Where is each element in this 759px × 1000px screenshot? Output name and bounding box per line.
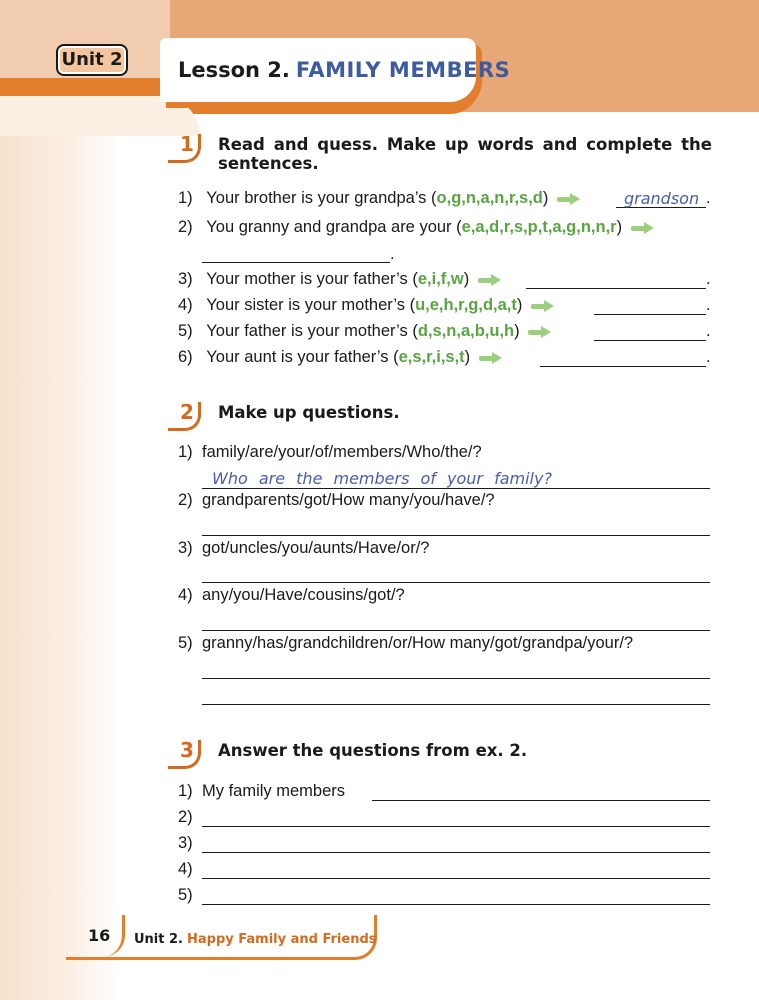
lesson-label: Lesson 2. — [178, 58, 290, 82]
exercise-1-title-line1: Read and quess. Make up words and complete the — [218, 135, 712, 154]
exercise-2-number: 2 — [172, 398, 202, 428]
period: . — [706, 296, 711, 314]
ex2-answer-5-line-a[interactable] — [202, 678, 710, 679]
footer-unit-label: Unit 2. — [134, 932, 183, 947]
ex1-answer-4-line[interactable] — [594, 314, 706, 315]
ex2-item-2 — [178, 491, 495, 510]
ex2-answer-5-line-b[interactable] — [202, 704, 710, 705]
ex3-answer-4-line[interactable] — [202, 878, 710, 879]
item-number: 2) — [178, 218, 193, 236]
ex3-answer-1-line[interactable] — [372, 800, 710, 801]
sentence-text: Your father is your mother’s — [206, 322, 408, 340]
item-number: 3) — [178, 834, 193, 852]
ex2-item-4 — [178, 586, 405, 605]
arrow-icon — [479, 353, 503, 363]
scrambled-letters: e,s,r,i,s,t — [398, 348, 465, 366]
sentence-text: You granny and grandpa are your — [206, 218, 452, 236]
ex2-answer-3-line[interactable] — [202, 582, 710, 583]
item-number: 5) — [178, 886, 193, 904]
ex2-answer-1: Who are the members of your family? — [212, 469, 552, 488]
ex1-item-6: 6) Your aunt is your father’s (e,s,r,i,s,t) — [178, 348, 507, 367]
word-prompt: any/you/Have/cousins/got/? — [202, 586, 405, 604]
sentence-text: Your mother is your father’s — [206, 270, 408, 288]
arrow-icon — [528, 327, 552, 337]
lesson-title — [178, 58, 510, 82]
period: . — [706, 270, 711, 288]
word-prompt: granny/has/grandchildren/or/How many/got/grandpa/your/? — [202, 634, 634, 652]
ex1-item-2: 2) You granny and grandpa are your (e,a,d,r,s,p,t,a,g,n,n,r) — [178, 218, 659, 237]
sentence-text: Your brother is your grandpa’s — [206, 189, 427, 207]
exercise-1-number: 1 — [172, 130, 202, 160]
sentence-text: Your aunt is your father’s — [206, 348, 389, 366]
item-number: 2) — [178, 808, 193, 826]
ex2-answer-1-line[interactable] — [202, 488, 710, 489]
item-number: 2) — [178, 491, 193, 509]
ex2-answer-2-line[interactable] — [202, 535, 710, 536]
arrow-icon — [531, 301, 555, 311]
scrambled-letters: d,s,n,a,b,u,h — [417, 322, 515, 340]
scrambled-letters: e,i,f,w — [417, 270, 464, 288]
item-number: 4) — [178, 860, 193, 878]
lesson-topic: FAMILY MEMBERS — [295, 58, 511, 82]
arrow-icon — [631, 223, 655, 233]
item-number: 4) — [178, 296, 193, 314]
sentence-start: My family members — [202, 782, 346, 800]
ex3-item-1 — [178, 782, 345, 801]
word-prompt: family/are/your/of/members/Who/the/? — [202, 443, 482, 461]
item-number: 1) — [178, 782, 193, 800]
exercise-3-title: Answer the questions from ex. 2. — [218, 741, 528, 760]
word-prompt: grandparents/got/How many/you/have/? — [202, 491, 495, 509]
item-number: 3) — [178, 270, 193, 288]
exercise-3-number: 3 — [172, 736, 202, 766]
period: . — [706, 322, 711, 340]
sentence-text: Your sister is your mother’s — [206, 296, 405, 314]
ex3-item-3 — [178, 834, 202, 853]
exercise-1-title-line2: sentences. — [218, 154, 319, 173]
page-curve — [0, 96, 200, 136]
ex2-answer-4-line[interactable] — [202, 630, 710, 631]
page-number: 16 — [88, 926, 111, 945]
scrambled-letters: u,e,h,r,g,d,a,t — [415, 296, 517, 314]
item-number: 5) — [178, 322, 193, 340]
footer-unit-title: Happy Family and Friends — [187, 932, 377, 947]
period: . — [390, 245, 395, 263]
ex1-item-3: 3) Your mother is your father’s (e,i,f,w) — [178, 270, 506, 289]
item-number: 5) — [178, 634, 193, 652]
ex1-answer-3-line[interactable] — [526, 288, 706, 289]
exercise-2-title: Make up questions. — [218, 403, 400, 422]
ex1-answer-6-line[interactable] — [540, 366, 706, 367]
ex3-answer-2-line[interactable] — [202, 826, 710, 827]
word-prompt: got/uncles/you/aunts/Have/or/? — [202, 539, 430, 557]
ex2-item-1 — [178, 443, 482, 462]
exercise-1-title — [218, 135, 712, 173]
arrow-icon — [478, 275, 502, 285]
ex3-answer-5-line[interactable] — [202, 904, 710, 905]
item-number: 1) — [178, 189, 193, 207]
scrambled-letters: e,a,d,r,s,p,t,a,g,n,n,r — [461, 218, 617, 236]
ex1-item-5: 5) Your father is your mother’s (d,s,n,a,b,u,h) — [178, 322, 556, 341]
period: . — [706, 348, 711, 366]
period: . — [706, 189, 711, 207]
ex2-item-5 — [178, 634, 633, 653]
scrambled-letters: o,g,n,a,n,r,s,d — [436, 189, 543, 207]
footer-unit — [134, 932, 377, 947]
arrow-icon — [557, 194, 581, 204]
ex1-answer-1: grandson — [624, 189, 700, 208]
ex2-item-3 — [178, 539, 429, 558]
ex3-item-5 — [178, 886, 202, 905]
ex1-item-1: 1) Your brother is your grandpa’s (o,g,n,a,n,r,s,d) — [178, 189, 585, 208]
item-number: 4) — [178, 586, 193, 604]
unit-badge: Unit 2 — [56, 44, 128, 76]
ex3-item-4 — [178, 860, 202, 879]
ex1-answer-2-line[interactable] — [202, 262, 390, 263]
page-margin-fade — [0, 0, 120, 1000]
ex3-answer-3-line[interactable] — [202, 852, 710, 853]
item-number: 6) — [178, 348, 193, 366]
ex1-item-4: 4) Your sister is your mother’s (u,e,h,r,g,d,a,t) — [178, 296, 559, 315]
ex3-item-2 — [178, 808, 202, 827]
item-number: 3) — [178, 539, 193, 557]
item-number: 1) — [178, 443, 193, 461]
ex1-answer-5-line[interactable] — [594, 340, 706, 341]
